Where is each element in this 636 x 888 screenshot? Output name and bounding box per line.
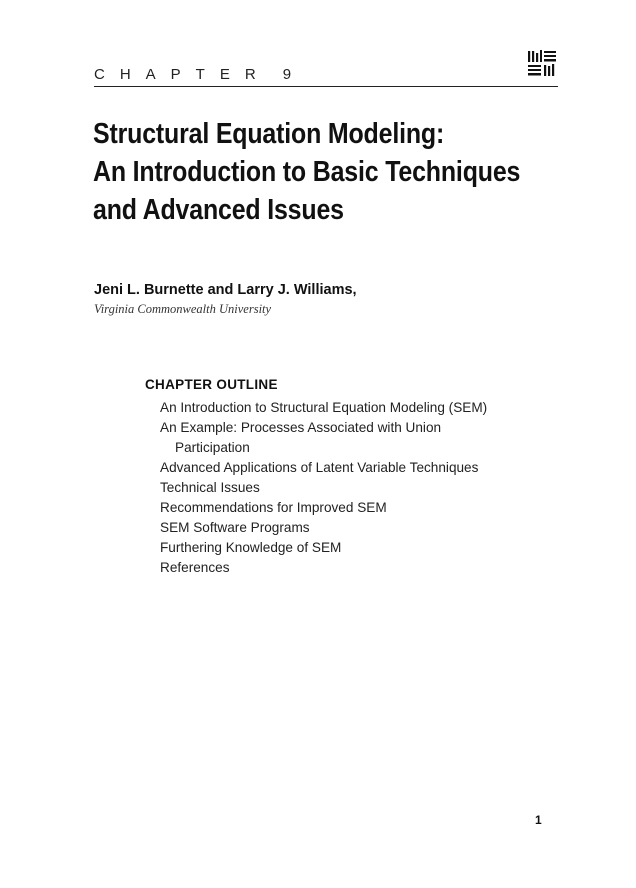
chapter-label — [94, 66, 306, 83]
title-line-3: and Advanced Issues — [93, 194, 344, 226]
header-rule — [94, 86, 558, 87]
title-line-2: An Introduction to Basic Techniques — [93, 156, 521, 188]
outline-item-text: An Introduction to Structural Equation Modeling (SEM) — [160, 400, 488, 415]
outline-item — [160, 418, 487, 458]
outline-item — [160, 458, 487, 478]
publisher-logo-icon — [527, 49, 557, 79]
outline-item — [160, 478, 487, 498]
outline-item-text: SEM Software Programs — [160, 520, 310, 535]
outline-item-text: Advanced Applications of Latent Variable Techniques — [160, 460, 479, 475]
affiliation: Virginia Commonwealth University — [94, 302, 272, 316]
outline-item — [160, 498, 487, 518]
authors: Jeni L. Burnette and Larry J. Williams, — [94, 282, 357, 298]
outline-heading: CHAPTER OUTLINE — [145, 377, 278, 392]
outline-item-text: Technical Issues — [160, 480, 260, 495]
outline-item-text: References — [160, 560, 230, 575]
title-line-1: Structural Equation Modeling: — [93, 118, 445, 150]
chapter-word: CHAPTER — [94, 66, 271, 83]
outline-item — [160, 558, 487, 578]
chapter-outline — [160, 398, 487, 578]
outline-item — [160, 538, 487, 558]
page-number: 1 — [535, 813, 542, 827]
outline-item-text: Recommendations for Improved SEM — [160, 500, 387, 515]
outline-item-text: Furthering Knowledge of SEM — [160, 540, 342, 555]
outline-item — [160, 398, 487, 418]
chapter-title — [93, 115, 520, 229]
chapter-number: 9 — [282, 66, 307, 83]
outline-item-text: An Example: Processes Associated with Union — [160, 420, 442, 435]
outline-item-continuation: Participation — [175, 440, 250, 455]
outline-item — [160, 518, 487, 538]
